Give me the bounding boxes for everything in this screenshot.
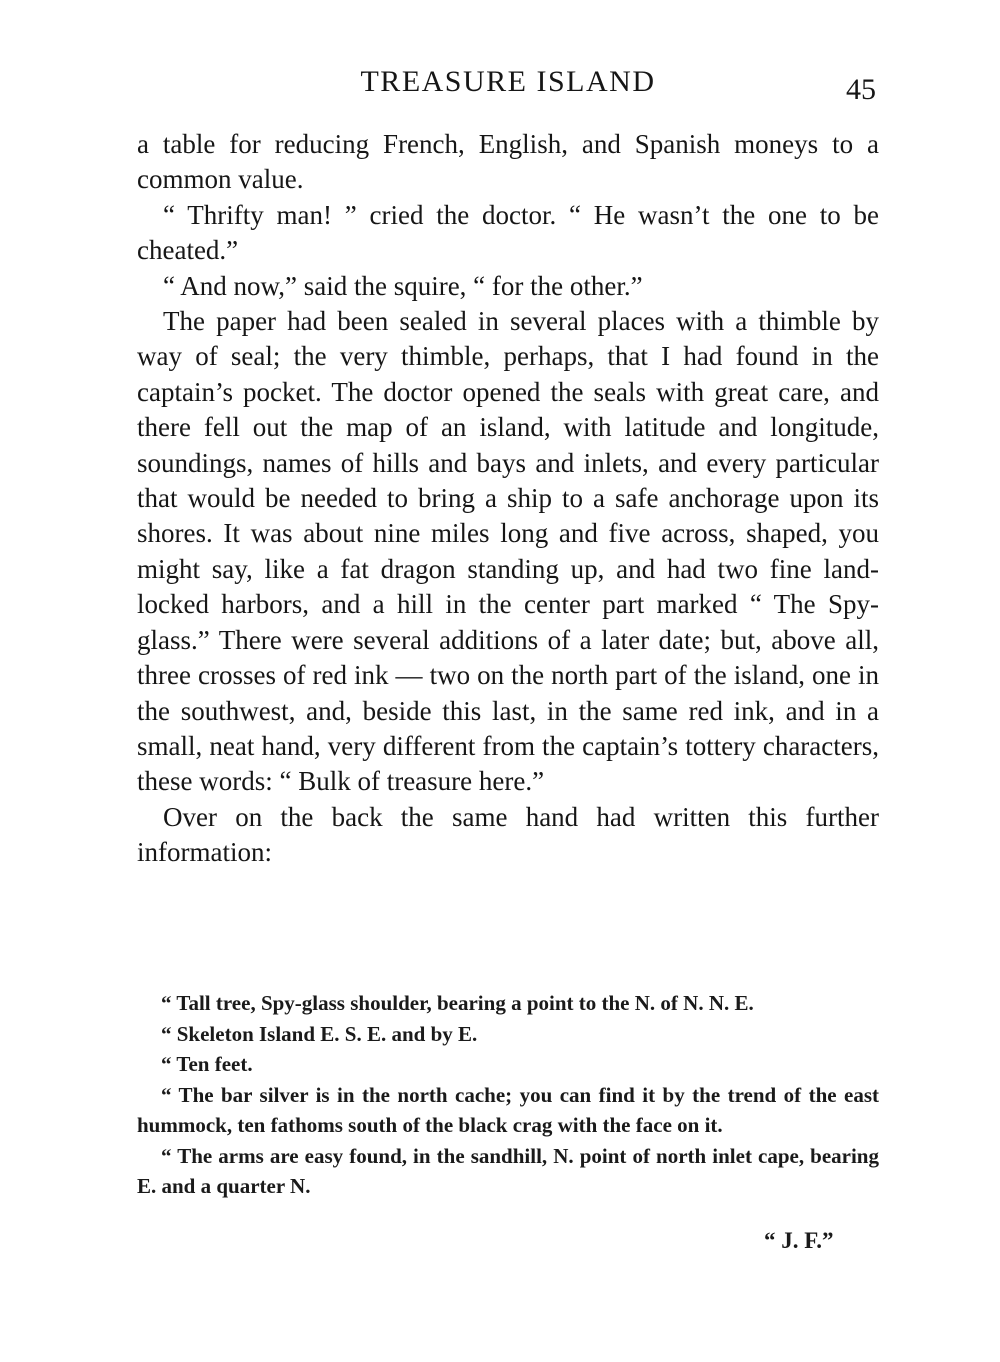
letter-quote — [137, 988, 879, 1202]
paragraph-and-now: “ And now,” said the squire, “ for the other.” — [163, 270, 643, 301]
paragraph-thrifty-man: “ Thrifty man! ” cried the doctor. “ He wasn’t the one to be cheated.” — [137, 199, 879, 266]
letter-line-bar-silver: “ The bar silver is in the north cache; you can find it by the trend of the east hummock, ten fathoms south of the black crag with the face on it. — [137, 1082, 879, 1137]
letter-line-tall-tree: “ Tall tree, Spy-glass shoulder, bearing a point to the N. of N. N. E. — [161, 991, 754, 1015]
letter-signature: “ J. F.” — [764, 1228, 834, 1253]
letter-line-arms: “ The arms are easy found, in the sandhill, N. point of north inlet cape, bearing E. and a quarter N. — [137, 1143, 879, 1198]
letter-line-skeleton-island: “ Skeleton Island E. S. E. and by E. — [161, 1021, 478, 1046]
book-title: TREASURE ISLAND — [360, 65, 656, 98]
letter-line-ten-feet: “ Ten feet. — [161, 1052, 253, 1076]
running-head — [0, 62, 1000, 106]
paragraph-continued: a table for reducing French, English, and Spanish moneys to a common value. — [137, 129, 879, 195]
body-text — [137, 127, 879, 871]
paragraph-over-on-back: Over on the back the same hand had written this further information: — [137, 801, 879, 868]
paragraph-map-description: The paper had been sealed in several places with a thimble by way of seal; the very thimble, perhaps, that I had found in the captain’s pocket. The doctor opened the seals with great care, and there fell out the map of an island, with latitude and longitude, soundings, names of hills and bays and inlets, and every particular that would be needed to bring a ship to a safe anchorage upon its shores. It was about nine miles long and five across, shaped, you might say, like a fat dragon standing up, and had two fine land-locked harbors, and a hill in the center part marked “ The Spy-glass.” There were several additions of a later date; but, above all, three crosses of red ink — two on the north part of the island, one in the southwest, and, beside this last, in the same red ink, and in a small, neat hand, very different from the captain’s tottery characters, these words: “ Bulk of treasure here.” — [137, 306, 879, 797]
page-number: 45 — [846, 73, 876, 106]
